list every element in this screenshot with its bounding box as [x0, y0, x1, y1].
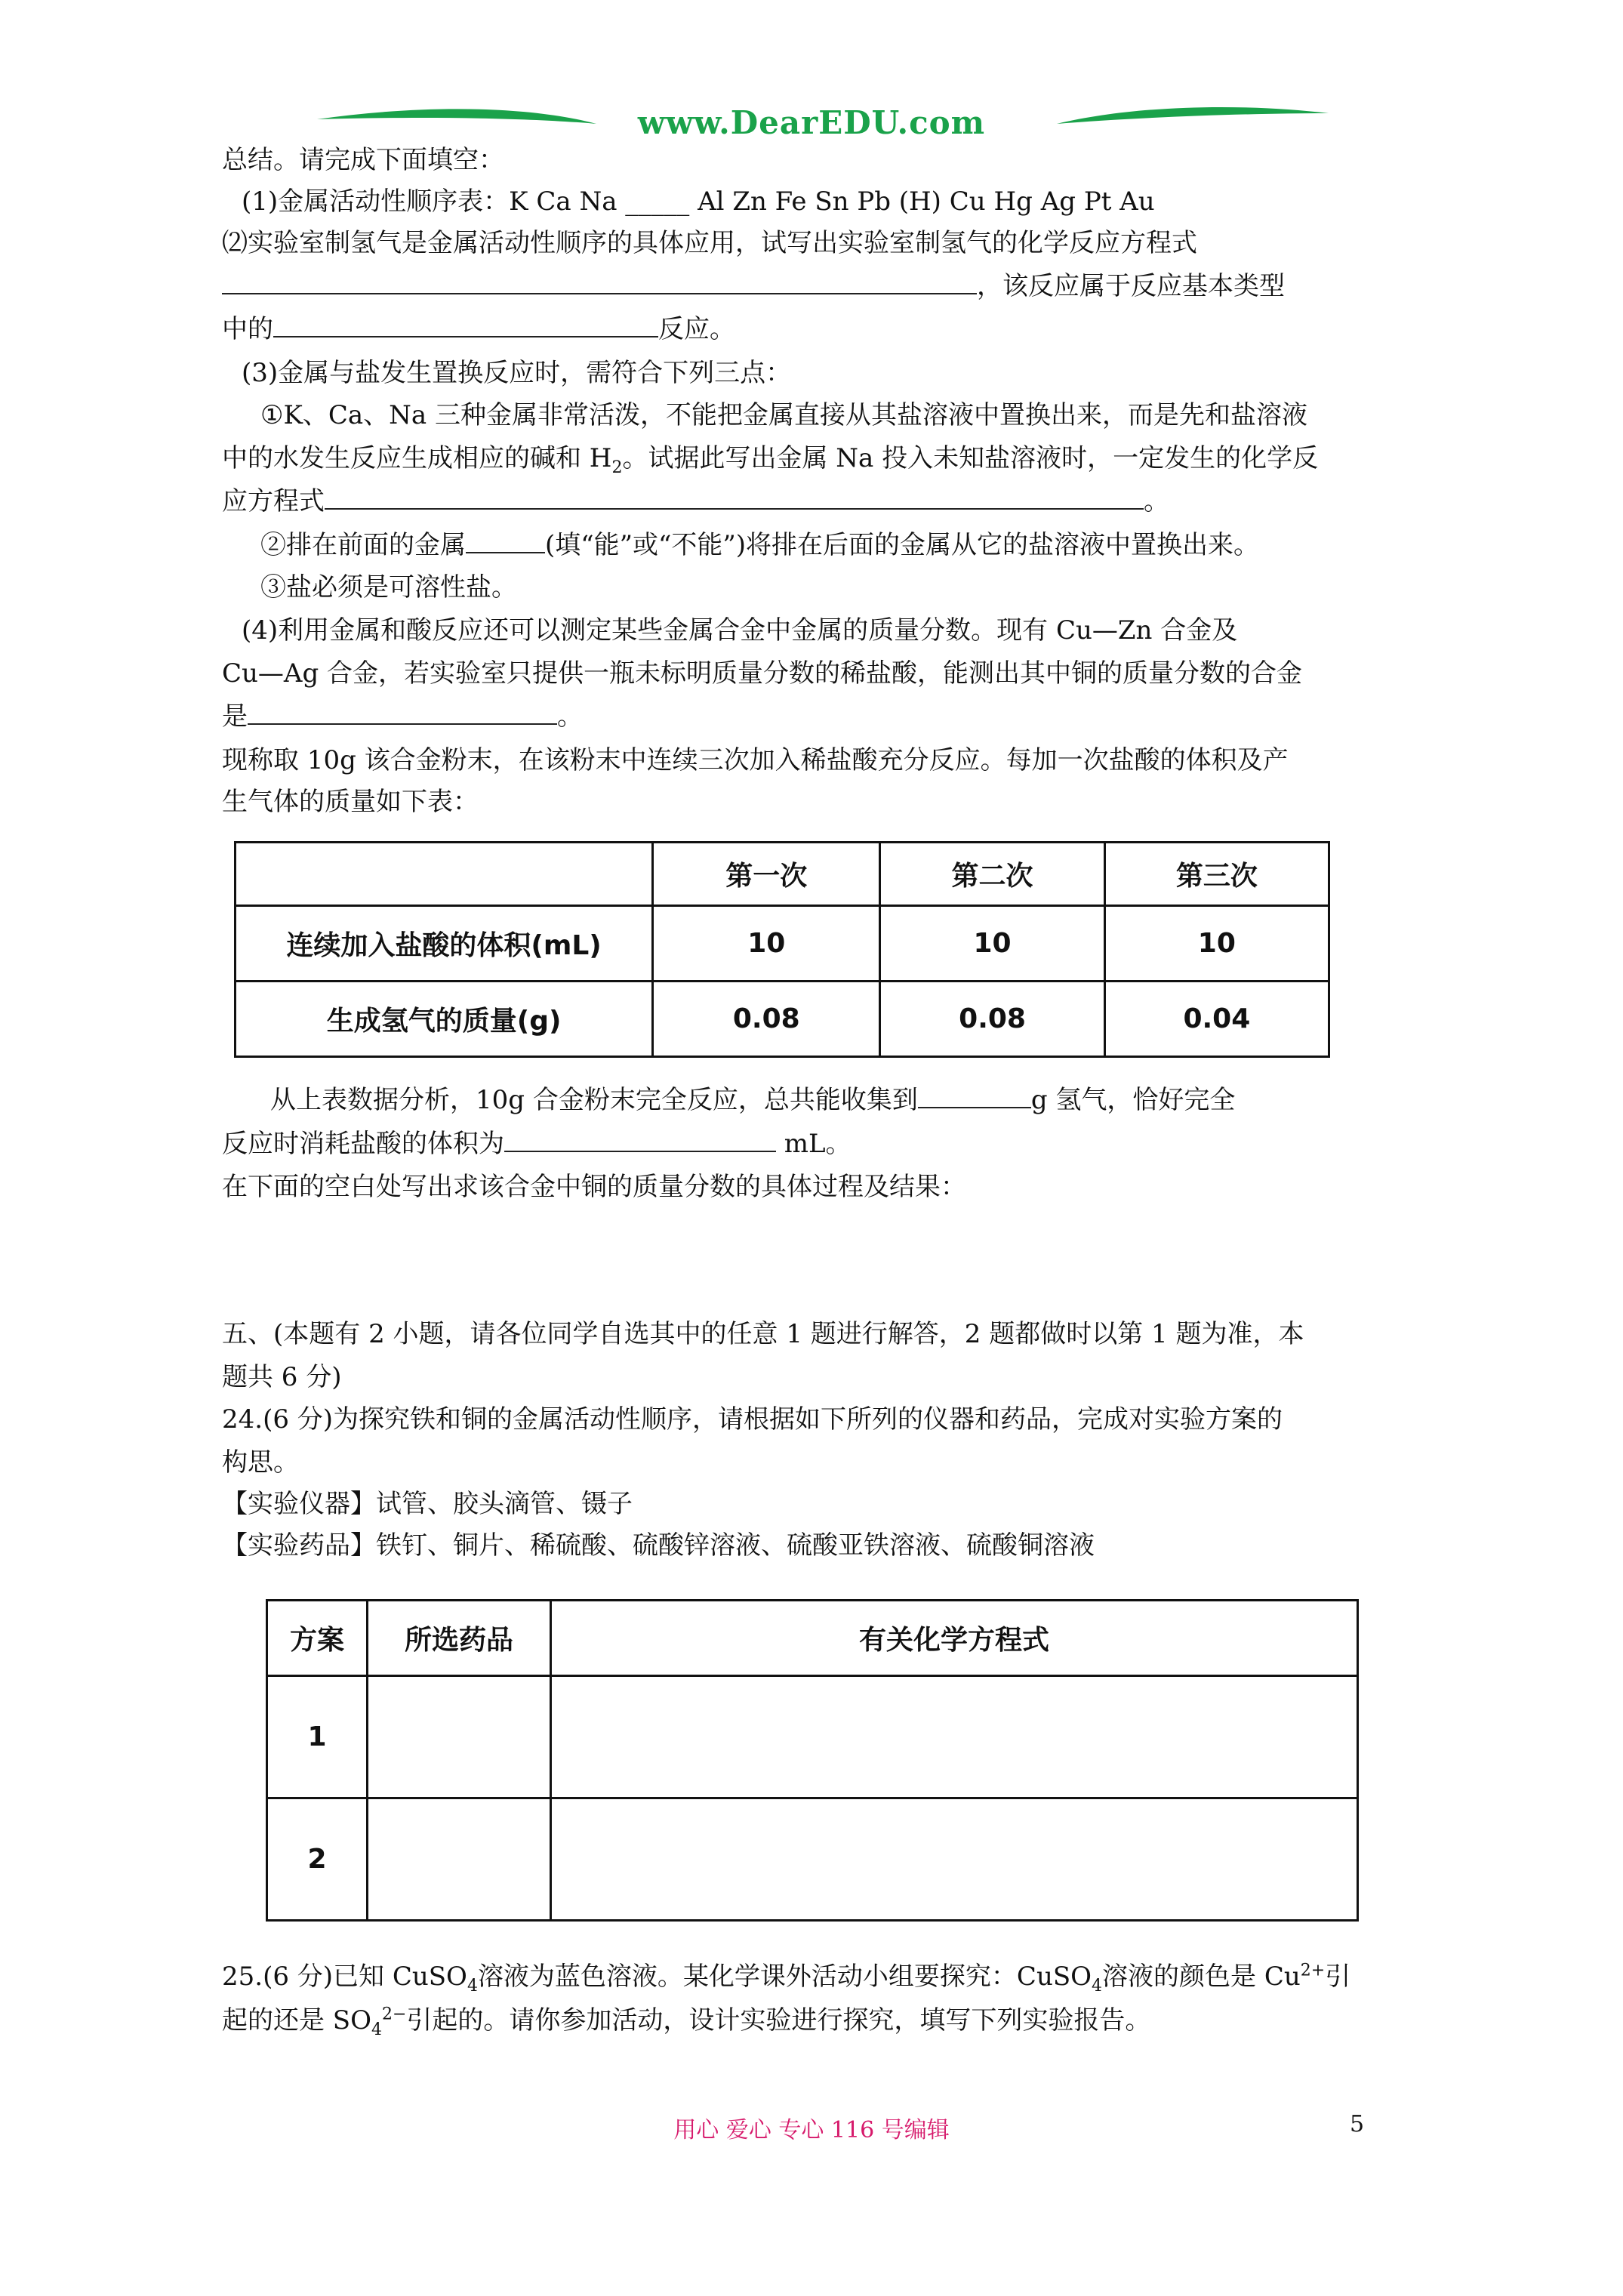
table-header-cell	[236, 843, 653, 906]
p4b-text: Cu—Ag 合金，若实验室只提供一瓶未标明质量分数的稀盐酸，能测出其中铜的质量分数的合金	[222, 658, 1303, 689]
p2c-line	[222, 313, 735, 346]
site-url: www.DearEDU.com	[637, 104, 986, 141]
q25-line2	[222, 2004, 1150, 2037]
p3a3-pre: 应方程式	[222, 486, 325, 516]
p3a3-line	[222, 485, 1169, 518]
subscript: 4	[467, 1976, 478, 1996]
table-cell: 0.04	[1104, 982, 1329, 1057]
q25-text: 起的还是 SO	[222, 2005, 371, 2036]
a2-pre: 反应时消耗盐酸的体积为	[222, 1129, 504, 1159]
p4c-post: 。	[557, 701, 583, 732]
p1-text: (1)金属活动性顺序表：K Ca Na _____ Al Zn Fe Sn Pb (H) Cu Hg Ag Pt Au	[242, 186, 1155, 217]
footer-text: 用心 爱心 专心 116 号编辑	[673, 2117, 950, 2143]
p3b-post: (填“能”或“不能”)将排在后面的金属从它的盐溶液中置换出来。	[545, 530, 1260, 560]
q24-line2: 构思。	[222, 1447, 299, 1478]
q24-line3: 【实验仪器】试管、胶头滴管、镊子	[222, 1489, 633, 1519]
q25-text: 溶液的颜色是 Cu	[1102, 1962, 1301, 1992]
section5-line2: 题共 6 分)	[222, 1362, 342, 1392]
table-cell: 10	[653, 906, 880, 982]
subscript: 4	[1092, 1976, 1103, 1996]
answer-blank[interactable]	[325, 485, 1144, 510]
q25-text: 25.(6 分)已知 CuSO	[222, 1962, 467, 1992]
p3b-pre: ②排在前面的金属	[260, 530, 466, 560]
a1-pre: 从上表数据分析，10g 合金粉末完全反应，总共能收集到	[270, 1085, 918, 1115]
q25-text: 溶液为蓝色溶液。某化学课外活动小组要探究：CuSO	[477, 1962, 1092, 1992]
p3c-text: ③盐必须是可溶性盐。	[260, 572, 517, 603]
equation-cell[interactable]	[551, 1676, 1358, 1798]
p2c-pre: 中的	[222, 314, 273, 344]
p2b-text: ，该反应属于反应基本类型	[977, 271, 1285, 301]
plan-number-cell: 1	[267, 1676, 368, 1798]
subscript: 4	[371, 2020, 382, 2039]
p2b-line	[222, 270, 1285, 303]
p4d-text: 现称取 10g 该合金粉末，在该粉末中连续三次加入稀盐酸充分反应。每加一次盐酸的体积及产	[222, 745, 1289, 775]
p4a-text: (4)利用金属和酸反应还可以测定某些金属合金中金属的质量分数。现有 Cu—Zn 合金及	[242, 615, 1238, 646]
chemicals-cell[interactable]	[368, 1676, 551, 1798]
table-row	[236, 982, 1329, 1057]
answer-blank[interactable]	[222, 270, 977, 294]
answer-blank[interactable]	[466, 529, 545, 553]
a1-line	[270, 1083, 1235, 1117]
table-header-cell: 所选药品	[368, 1601, 551, 1676]
table-row	[236, 906, 1329, 982]
p3a1-text: ①K、Ca、Na 三种金属非常活泼，不能把金属直接从其盐溶液中置换出来，而是先和盐溶液	[260, 400, 1307, 430]
intro-text: 总结。请完成下面填空：	[222, 145, 504, 175]
equation-cell[interactable]	[551, 1798, 1358, 1921]
p3-text: (3)金属与盐发生置换反应时，需符合下列三点：	[242, 358, 792, 388]
a3-text: 在下面的空白处写出求该合金中铜的质量分数的具体过程及结果：	[222, 1172, 966, 1202]
table-header-row	[267, 1601, 1358, 1676]
table-row	[267, 1798, 1358, 1921]
answer-blank[interactable]	[273, 313, 658, 337]
answer-blank[interactable]	[248, 701, 557, 725]
table-header-cell: 第三次	[1104, 843, 1329, 906]
chemicals-cell[interactable]	[368, 1798, 551, 1921]
subscript: 2	[611, 458, 623, 477]
table-cell: 0.08	[880, 982, 1104, 1057]
table-cell: 10	[1104, 906, 1329, 982]
p4c-pre: 是	[222, 701, 248, 732]
superscript: 2−	[381, 2005, 407, 2024]
table-header-row	[236, 843, 1329, 906]
table-header-cell: 有关化学方程式	[551, 1601, 1358, 1676]
q25-text: 引起的。请你参加活动，设计实验进行探究，填写下列实验报告。	[406, 2005, 1151, 2036]
p4e-text: 生气体的质量如下表：	[222, 787, 479, 817]
q25-text: 引	[1325, 1962, 1351, 1992]
table-header-cell: 方案	[267, 1601, 368, 1676]
p3a2-line	[222, 442, 1318, 475]
answer-blank[interactable]	[918, 1084, 1031, 1108]
plan-number-cell: 2	[267, 1798, 368, 1921]
table-row-label: 生成氢气的质量(g)	[236, 982, 653, 1057]
table-row-label: 连续加入盐酸的体积(mL)	[236, 906, 653, 982]
section5-line1: 五、(本题有 2 小题，请各位同学自选其中的任意 1 题进行解答，2 题都做时以第 1 题为准，本	[222, 1319, 1304, 1349]
p3a2-post: 。试据此写出金属 Na 投入未知盐溶液时，一定发生的化学反	[622, 443, 1319, 473]
reaction-data-table	[234, 841, 1330, 1058]
page-number: 5	[1350, 2111, 1365, 2137]
superscript: 2+	[1300, 1961, 1326, 1980]
a2-post: mL。	[776, 1129, 852, 1159]
table-header-cell: 第一次	[653, 843, 880, 906]
a2-line	[222, 1127, 852, 1160]
p3a2-pre: 中的水发生反应生成相应的碱和 H	[222, 443, 612, 473]
experiment-plan-table	[266, 1599, 1359, 1922]
answer-blank[interactable]	[504, 1128, 776, 1152]
p2c-post: 反应。	[658, 314, 735, 344]
a1-post: g 氢气，恰好完全	[1030, 1085, 1236, 1115]
q24-line1: 24.(6 分)为探究铁和铜的金属活动性顺序，请根据如下所列的仪器和药品，完成对实验方案的	[222, 1404, 1283, 1435]
p3a3-post: 。	[1144, 486, 1169, 516]
p4c-line	[222, 700, 583, 733]
table-cell: 10	[880, 906, 1104, 982]
table-cell: 0.08	[653, 982, 880, 1057]
q25-line1	[222, 1960, 1351, 1996]
p2-text: ⑵实验室制氢气是金属活动性顺序的具体应用，试写出实验室制氢气的化学反应方程式	[222, 228, 1197, 258]
table-row	[267, 1676, 1358, 1798]
table-header-cell: 第二次	[880, 843, 1104, 906]
q24-line4: 【实验药品】铁钉、铜片、稀硫酸、硫酸锌溶液、硫酸亚铁溶液、硫酸铜溶液	[222, 1530, 1095, 1561]
p3b-line	[260, 529, 1259, 562]
